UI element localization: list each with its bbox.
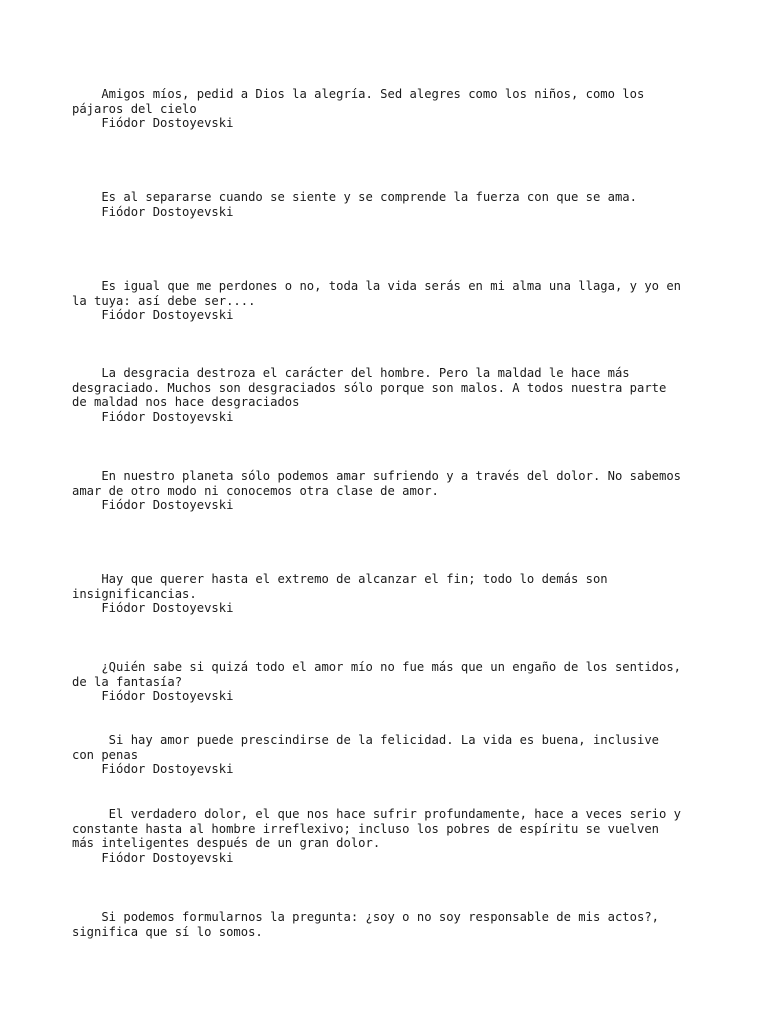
quote-author: Fiódor Dostoyevski: [72, 762, 234, 777]
quote-5: [72, 469, 712, 513]
quote-10: [72, 910, 712, 939]
quote-2: [72, 190, 712, 219]
quote-9: [72, 807, 712, 866]
quote-6: [72, 572, 712, 616]
quote-text-line: El verdadero dolor, el que nos hace sufrir profundamente, hace a veces serio y: [72, 807, 682, 821]
quote-author: Fiódor Dostoyevski: [72, 851, 234, 866]
quote-text-line: de maldad nos hace desgraciados: [72, 395, 300, 410]
quote-8: [72, 733, 712, 777]
quote-text-line: significa que sí lo somos.: [72, 924, 263, 939]
quote-text-line: más inteligentes después de un gran dolor.: [72, 836, 381, 851]
quote-text-line: desgraciado. Muchos son desgraciados sólo porque son malos. A todos nuestra parte: [72, 380, 667, 395]
quote-7: [72, 660, 712, 704]
quote-author: Fiódor Dostoyevski: [72, 204, 234, 219]
quote-text-line: Hay que querer hasta el extremo de alcanzar el fin; todo lo demás son: [72, 572, 608, 586]
quote-author: Fiódor Dostoyevski: [72, 410, 234, 425]
quote-author: Fiódor Dostoyevski: [72, 116, 234, 131]
quote-3: [72, 279, 712, 323]
quote-text-line: La desgracia destroza el carácter del hombre. Pero la maldad le hace más: [72, 366, 630, 380]
quote-text-line: pájaros del cielo: [72, 101, 197, 116]
quote-text-line: la tuya: así debe ser....: [72, 293, 256, 308]
quote-author: Fiódor Dostoyevski: [72, 498, 234, 513]
quote-text-line: Si hay amor puede prescindirse de la felicidad. La vida es buena, inclusive: [72, 733, 659, 747]
quote-text-line: Si podemos formularnos la pregunta: ¿soy o no soy responsable de mis actos?,: [72, 910, 659, 924]
quote-text-line: constante hasta al hombre irreflexivo; incluso los pobres de espíritu se vuelven: [72, 821, 659, 836]
quote-text-line: Es al separarse cuando se siente y se comprende la fuerza con que se ama.: [72, 190, 637, 204]
quote-author: Fiódor Dostoyevski: [72, 601, 234, 616]
quote-text-line: Es igual que me perdones o no, toda la vida serás en mi alma una llaga, y yo en: [72, 279, 682, 293]
quote-text-line: insignificancias.: [72, 586, 197, 601]
quote-4: [72, 366, 712, 425]
quote-author: Fiódor Dostoyevski: [72, 689, 234, 704]
quote-text-line: Amigos míos, pedid a Dios la alegría. Sed alegres como los niños, como los: [72, 87, 645, 101]
quote-text-line: ¿Quién sabe si quizá todo el amor mío no fue más que un engaño de los sentidos,: [72, 660, 682, 674]
quote-1: [72, 87, 712, 131]
quote-text-line: amar de otro modo ni conocemos otra clase de amor.: [72, 483, 439, 498]
quote-text-line: En nuestro planeta sólo podemos amar sufriendo y a través del dolor. No sabemos: [72, 469, 682, 483]
quote-author: Fiódor Dostoyevski: [72, 308, 234, 323]
quote-text-line: de la fantasía?: [72, 674, 183, 689]
quote-text-line: con penas: [72, 747, 139, 762]
